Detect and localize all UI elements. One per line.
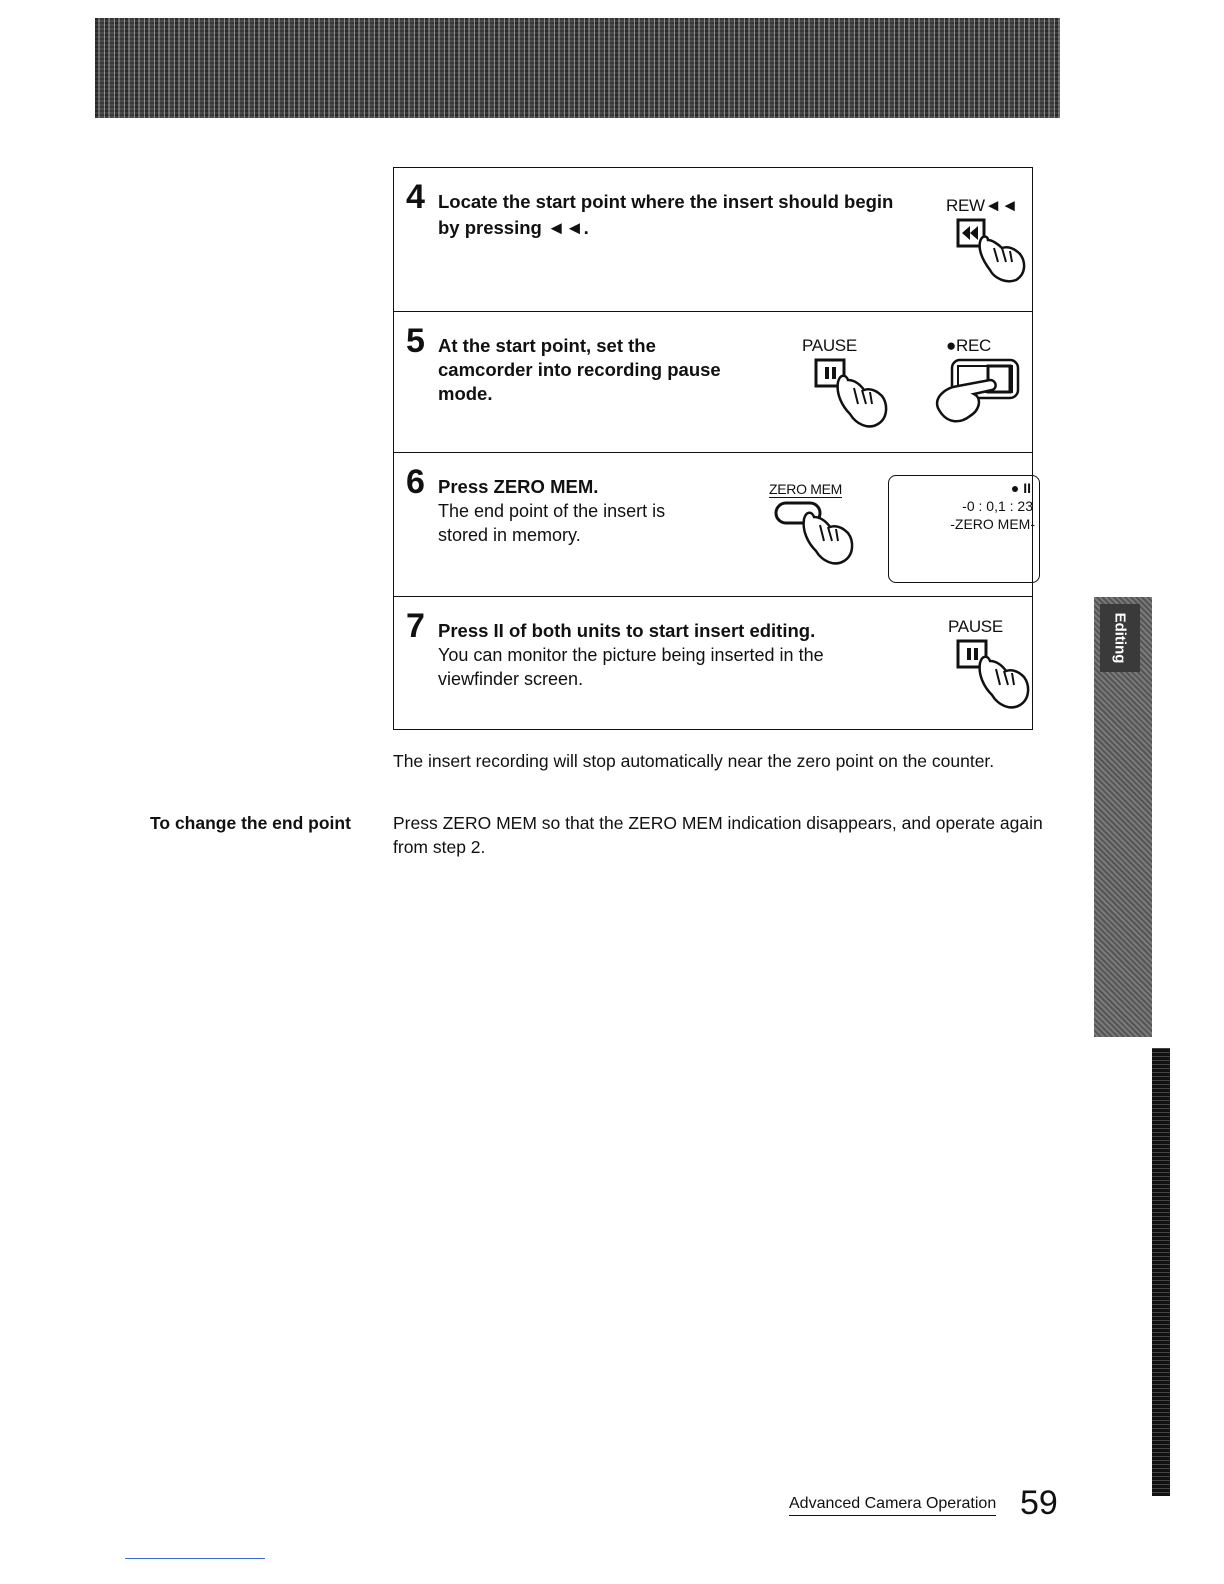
- change-end-point-heading: To change the end point: [150, 813, 351, 833]
- rew-label: REW◄◄: [946, 196, 1018, 215]
- section-tab-label: [1100, 604, 1140, 672]
- steps-box: [393, 167, 1033, 730]
- display-zero-mem: -ZERO MEM-: [950, 516, 1035, 532]
- step-6: [394, 452, 1035, 596]
- rec-label: ●REC: [946, 336, 991, 355]
- step-title-line3: mode.: [438, 383, 493, 404]
- step-body-line2: stored in memory.: [438, 525, 581, 545]
- step-body-line1: The end point of the insert is: [438, 501, 666, 521]
- rew-button-hand-icon: [954, 218, 1034, 298]
- rec-switch-hand-icon: [932, 358, 1022, 443]
- footer-section: Advanced Camera Operation: [789, 1495, 996, 1516]
- step-title-line1: Locate the start point where the insert should begin: [438, 191, 894, 212]
- step-5: [394, 311, 1032, 452]
- step-title-line1: At the start point, set the: [438, 335, 656, 356]
- step-body-line2: viewfinder screen.: [438, 669, 584, 689]
- pause-button-hand-icon: [956, 639, 1036, 724]
- pause-button-hand-icon: [814, 358, 894, 443]
- section-tab-text: Editing: [1111, 612, 1129, 664]
- corner-line: [125, 1558, 265, 1559]
- pause-label: PAUSE: [948, 617, 1003, 636]
- change-end-point-body: Press ZERO MEM so that the ZERO MEM indication disappears, and operate again from step 2.: [393, 813, 1043, 857]
- step-body-line1: You can monitor the picture being inserted in the: [438, 645, 824, 665]
- page-edge-strip: [1152, 1048, 1170, 1496]
- step-7: [394, 596, 1032, 729]
- step-number: 7: [406, 607, 425, 645]
- step-number: 6: [406, 463, 425, 501]
- insert-note: The insert recording will stop automatically near the zero point on the counter.: [393, 751, 995, 771]
- step-title: Press ZERO MEM.: [438, 476, 599, 497]
- step-number: 5: [406, 322, 425, 360]
- step-title: Press II of both units to start insert editing.: [438, 620, 816, 641]
- page-number: 59: [1020, 1484, 1058, 1522]
- step-title-line2: camcorder into recording pause: [438, 359, 721, 380]
- viewfinder-display: [888, 475, 1040, 583]
- zero-mem-button-hand-icon: [774, 501, 864, 586]
- display-counter: -0 : 0,1 : 23: [962, 498, 1033, 514]
- display-icons: ● II: [1010, 480, 1031, 496]
- step-number: 4: [406, 178, 425, 216]
- header-band: [95, 18, 1060, 118]
- zero-mem-label: ZERO MEM: [769, 481, 843, 497]
- step-title-line2: by pressing ◄◄.: [438, 217, 589, 238]
- step-4: [394, 168, 1032, 311]
- pause-label: PAUSE: [802, 336, 857, 355]
